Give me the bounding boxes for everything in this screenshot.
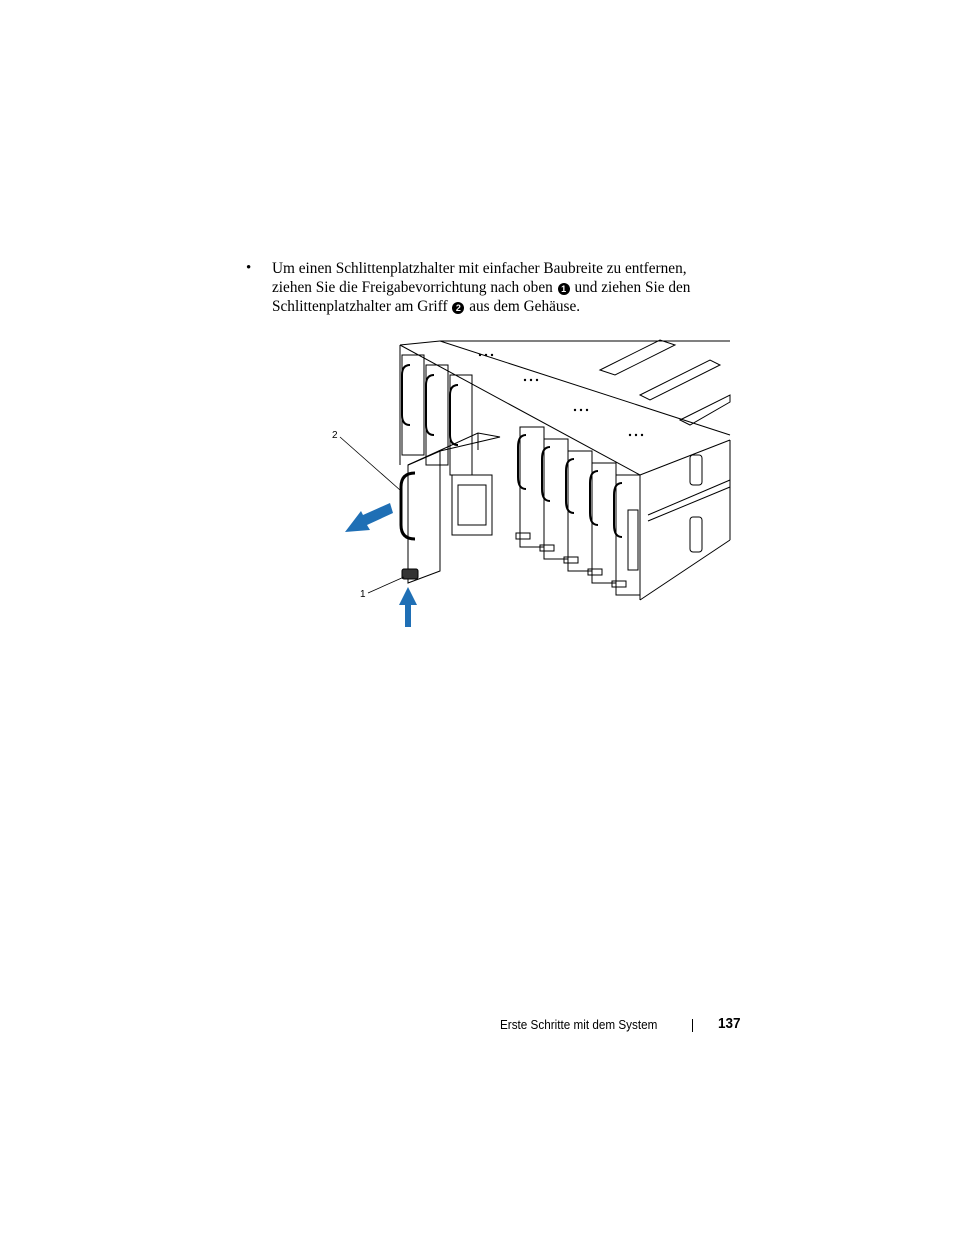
bullet-symbol: • (246, 260, 252, 276)
instruction-line-2-end: und ziehen Sie den (574, 279, 691, 296)
instruction-line-3-start: Schlittenplatzhalter am Griff (272, 298, 448, 315)
sled-blank-top (408, 433, 500, 465)
instruction-line-3-end: aus dem Gehäuse. (469, 298, 581, 315)
instruction-line-2 (272, 278, 690, 297)
page-footer (0, 1015, 954, 1035)
footer-separator (692, 1019, 693, 1032)
pull-arrow-icon (345, 503, 393, 532)
instruction-line-2-start: ziehen Sie die Freigabevorrichtung nach oben (272, 279, 553, 296)
footer-section-title: Erste Schritte mit dem System (500, 1017, 658, 1032)
sled-blank-removal-illustration (330, 335, 735, 635)
callout-label-2: 2 (332, 430, 338, 441)
callout-2-icon: 2 (452, 302, 464, 314)
page-number: 137 (718, 1015, 741, 1032)
sled-blank-front (408, 451, 440, 583)
instruction-text (272, 259, 690, 316)
callout-label-1: 1 (360, 589, 366, 600)
instruction-line-3 (272, 297, 690, 316)
callout-1-icon: 1 (558, 283, 570, 295)
instruction-line-1: Um einen Schlittenplatzhalter mit einfacher Baubreite zu entfernen, (272, 260, 687, 277)
lift-arrow-icon (399, 587, 417, 627)
